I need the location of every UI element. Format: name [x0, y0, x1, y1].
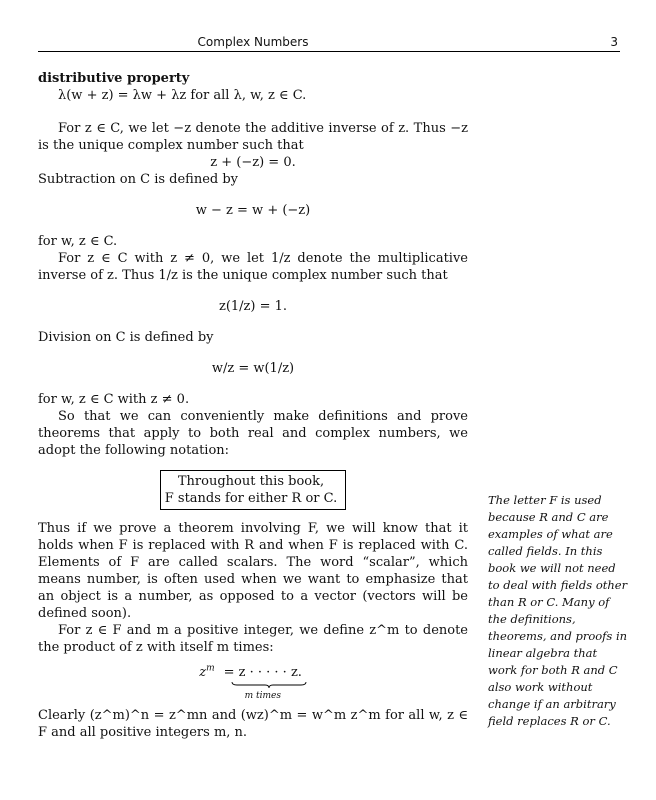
multiplicative-inverse-equation: z(1/z) = 1.	[218, 299, 288, 314]
powers-equation	[38, 664, 468, 701]
subtraction-equation: w − z = w + (−z)	[195, 203, 311, 218]
notation-box-line-2: F stands for either R or C.	[164, 491, 338, 506]
notation-box-wrapper	[38, 470, 468, 510]
header-title: Complex Numbers	[197, 35, 309, 49]
powers-equation-exponent: m	[206, 663, 215, 674]
division-equation: w/z = w(1/z)	[211, 361, 295, 376]
additive-inverse-equation: z + (−z) = 0.	[210, 155, 296, 170]
multiplicative-inverse-paragraph: For z ∈ C with z ≠ 0, we let 1/z denote the multiplicative inverse of z. Thus 1/z is the unique complex number such that	[38, 251, 468, 283]
underbrace-icon	[231, 681, 307, 689]
notation-box-line-1: Throughout this book,	[177, 474, 325, 489]
subtraction-paragraph: Subtraction on C is defined by	[38, 172, 239, 187]
powers-equation-rhs: = z · · · · · z.	[223, 665, 302, 680]
brace-label: m times	[244, 691, 281, 701]
notation-box	[160, 470, 346, 510]
powers-paragraph: For z ∈ F and m a positive integer, we define z^m to denote the product of z with itself m times:	[38, 623, 468, 655]
additive-inverse-paragraph: For z ∈ C, we let −z denote the additive inverse of z. Thus −z is the unique complex number such that	[38, 121, 468, 153]
powers-equation-product	[219, 664, 307, 701]
division-paragraph: Division on C is defined by	[38, 330, 214, 345]
powers-equation-base: z	[199, 665, 207, 680]
distributive-heading: distributive property	[38, 71, 190, 86]
notation-paragraph: So that we can conveniently make definitions and prove theorems that apply to both real and complex numbers, we adopt the following notation:	[38, 409, 468, 458]
clearly-paragraph: Clearly (z^m)^n = z^mn and (wz)^m = w^m z^m for all w, z ∈ F and all positive integers m, n.	[38, 708, 468, 740]
page-number: 3	[610, 35, 618, 49]
running-header	[38, 35, 620, 52]
distributive-formula: λ(w + z) = λw + λz for all λ, w, z ∈ C.	[58, 88, 307, 103]
division-after: for w, z ∈ C with z ≠ 0.	[38, 392, 190, 407]
scalars-paragraph: Thus if we prove a theorem involving F, we will know that it holds when F is replaced with R and when F is replaced with C. Elements of F are called scalars. The word “scalar”, which means number, is often used when we want to emphasize that an object is a number, as opposed to a vector (vectors will be defined soon).	[38, 521, 468, 621]
margin-note: The letter F is used because R and C are examples of what are called fields. In this book we will not need to deal with fields other than R or C. Many of the definitions, theorems, and proofs in linear algebra that work for both R and C also work without change if an arbitrary field replaces R or C.	[488, 493, 628, 728]
main-text-column	[38, 70, 468, 741]
subtraction-after: for w, z ∈ C.	[38, 234, 118, 249]
